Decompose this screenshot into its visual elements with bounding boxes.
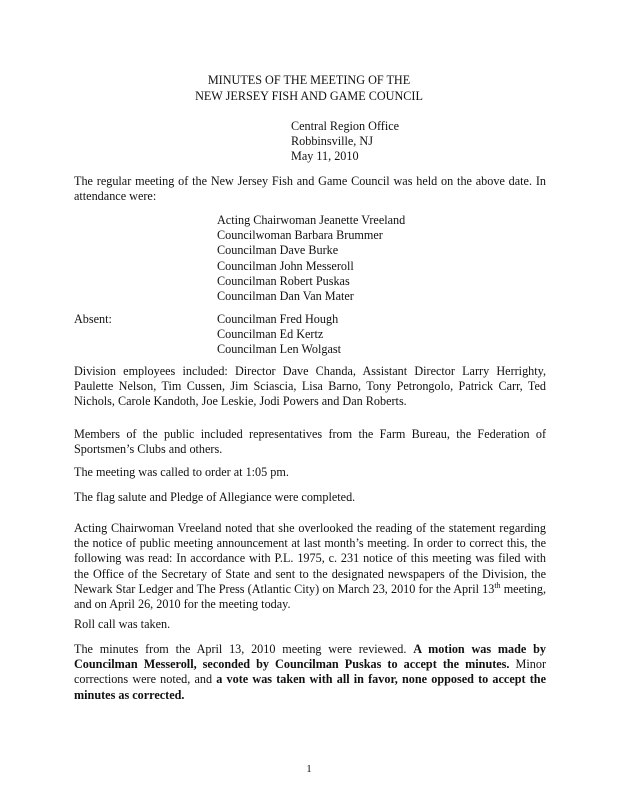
- motion-text: A motion was made by Councilman Messeroll, seconded by Councilman Puskas to accept the minutes.: [74, 642, 546, 672]
- flag-salute-paragraph: The flag salute and Pledge of Allegiance were completed.: [74, 490, 356, 504]
- members-public-paragraph: Members of the public included representatives from the Farm Bureau, the Federation of Sportsmen’s Clubs and others.: [74, 427, 546, 457]
- roll-call-paragraph: Roll call was taken.: [74, 617, 171, 631]
- title-line-2: NEW JERSEY FISH AND GAME COUNCIL: [195, 88, 423, 103]
- notice-superscript: th: [494, 580, 501, 590]
- page-number: 1: [306, 763, 312, 775]
- attendees-list: [217, 213, 405, 304]
- absent-member: Councilman Fred Hough: [217, 312, 339, 326]
- intro-paragraph: The regular meeting of the New Jersey Fish and Game Council was held on the above date. In attendance were:: [74, 174, 546, 204]
- attendee-item: Councilwoman Barbara Brummer: [217, 228, 383, 243]
- public-notice-paragraph: [74, 521, 546, 612]
- meeting-date: May 11, 2010: [291, 149, 359, 164]
- minutes-text-2: Minor corrections were noted, and: [74, 657, 547, 687]
- minutes-review-paragraph: [74, 642, 546, 703]
- absent-member: Councilman Len Wolgast: [217, 342, 342, 357]
- absent-label: Absent:: [74, 312, 112, 326]
- division-employees-paragraph: Division employees included: Director Dave Chanda, Assistant Director Larry Herrighty, Paulette Nelson, Tim Cussen, Jim Sciascia, Lisa Barno, Tony Petrongolo, Patrick Carr, Ted Nichols, Carole Kandoth, Joe Leskie, Jodi Powers and Dan Roberts.: [74, 364, 546, 409]
- notice-text-part1: Acting Chairwoman Vreeland noted that she overlooked the reading of the statement regarding the notice of public meeting announcement at last month’s meeting. In order to correct this, the following was read: In accordance with P.L. 1975, c. 231 notice of this meeting was filed with the Office of the Secretary of State and sent to the designated newspapers of the Division, the Newark Star Ledger and The Press (Atlantic City) on March 23, 2010 for the April 13: [74, 521, 546, 596]
- minutes-text-1: The minutes from the April 13, 2010 meeting were reviewed.: [74, 642, 414, 656]
- attendee-item: Councilman John Messeroll: [217, 258, 354, 273]
- vote-text: a vote was taken with all in favor, none opposed to accept the minutes as corrected.: [74, 672, 546, 702]
- attendee-item: Councilman Dan Van Mater: [217, 289, 354, 304]
- location-city: Robbinsville, NJ: [291, 134, 373, 149]
- title-line-1: MINUTES OF THE MEETING OF THE: [207, 73, 411, 87]
- document-title: [0, 73, 618, 104]
- meeting-location-block: [291, 119, 399, 165]
- attendee-item: Councilman Dave Burke: [217, 243, 339, 258]
- absent-member: Councilman Ed Kertz: [217, 327, 324, 342]
- called-to-order-paragraph: The meeting was called to order at 1:05 pm.: [74, 465, 289, 479]
- attendee-item: Councilman Robert Puskas: [217, 273, 350, 288]
- location-office: Central Region Office: [291, 119, 400, 133]
- absent-list: [217, 312, 341, 358]
- notice-text-part2: meeting, and on April 26, 2010 for the meeting today.: [74, 581, 546, 612]
- attendee-item: Acting Chairwoman Jeanette Vreeland: [217, 213, 406, 227]
